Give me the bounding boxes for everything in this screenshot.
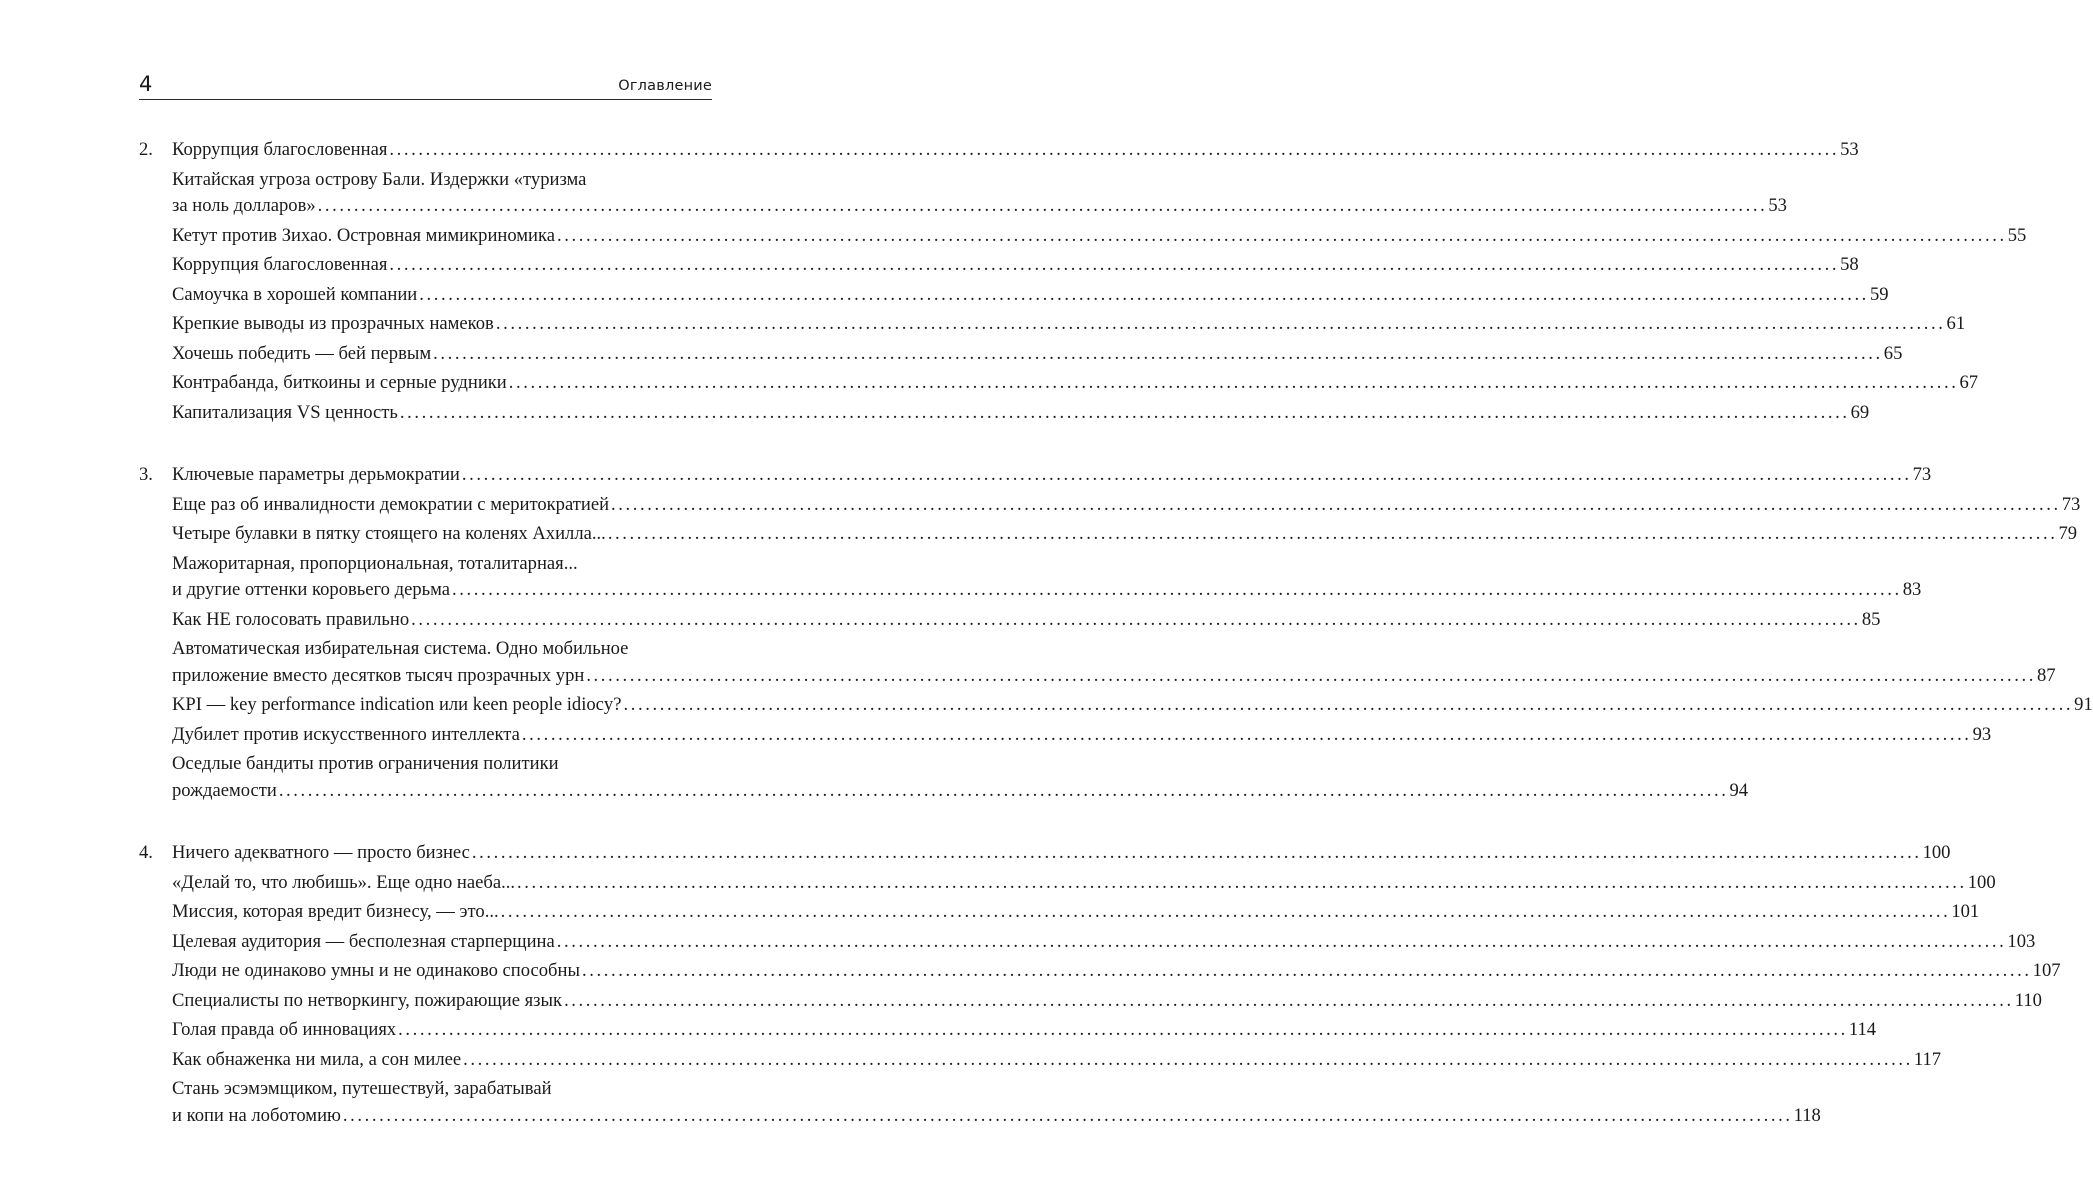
- toc-entry-title: Коррупция благословенная: [172, 139, 388, 160]
- toc-entry[interactable]: [172, 958, 2061, 984]
- toc-page-number: 87: [2037, 664, 2056, 686]
- toc-page-number: 100: [1967, 871, 1996, 893]
- toc-entry-title: Как НЕ голосовать правильно: [172, 608, 410, 630]
- toc-page-number: 91: [2074, 694, 2093, 715]
- toc-entry[interactable]: [172, 1017, 1877, 1043]
- toc-dot-leader: ........................................................................................................................................................................................................: [452, 579, 1902, 600]
- toc-page-number: 85: [1861, 608, 1881, 630]
- toc-page-number: 53: [1768, 195, 1787, 216]
- toc-entry-line: Оседлые бандиты против ограничения политики: [172, 753, 559, 774]
- toc-entry-line: Стань эсэмэмщиком, путешествуй, зарабатывай: [172, 1078, 552, 1099]
- running-head: Оглавление: [618, 78, 712, 94]
- toc-entry[interactable]: [172, 492, 2081, 518]
- toc-entry[interactable]: [172, 577, 1922, 603]
- toc-dot-leader: ........................................................................................................................................................................................................: [607, 523, 2058, 544]
- toc-entry-title: KPI — key performance indication или keen people idiocy?: [172, 694, 622, 715]
- toc-entry[interactable]: [172, 223, 2027, 249]
- toc-entry[interactable]: [172, 840, 1951, 866]
- toc-page-number: 83: [1902, 579, 1922, 600]
- toc-entry[interactable]: [172, 722, 1992, 748]
- toc-page-number: 59: [1869, 283, 1889, 305]
- toc-dot-leader: ........................................................................................................................................................................................................: [463, 1048, 1913, 1070]
- toc-entry[interactable]: [172, 870, 1996, 896]
- toc-dot-leader: ........................................................................................................................................................................................................: [411, 608, 1861, 630]
- toc-page-number: 79: [2058, 523, 2078, 544]
- toc-entry[interactable]: [172, 988, 2042, 1014]
- toc-entry-title: Ключевые параметры дерьмократии: [172, 464, 460, 485]
- toc-entry-line: Мажоритарная, пропорциональная, тоталитарная...: [172, 552, 578, 574]
- toc-entry[interactable]: [172, 929, 2036, 955]
- toc-entry[interactable]: [172, 282, 1889, 308]
- toc-dot-leader: ........................................................................................................................................................................................................: [508, 372, 1959, 393]
- toc-dot-leader: ........................................................................................................................................................................................................: [521, 723, 1972, 745]
- toc-page-number: 55: [2007, 224, 2027, 246]
- toc-page-number: 118: [1793, 1104, 1821, 1126]
- toc-page-number: 94: [1729, 779, 1749, 801]
- toc-entry[interactable]: [172, 778, 1749, 804]
- toc-entry[interactable]: [172, 311, 1966, 337]
- toc-page-number: 107: [2032, 960, 2061, 981]
- toc-entry-title: приложение вместо десятков тысяч прозрачных урн: [172, 664, 585, 686]
- toc-dot-leader: ........................................................................................................................................................................................................: [399, 401, 1850, 423]
- toc-page-number: 65: [1883, 342, 1903, 364]
- toc-entry-title: рождаемости: [172, 779, 277, 801]
- toc-entry[interactable]: [172, 370, 1979, 396]
- toc-dot-leader: ........................................................................................................................................................................................................: [517, 871, 1967, 893]
- toc-dot-leader: ........................................................................................................................................................................................................: [500, 901, 1951, 922]
- toc-entry[interactable]: [172, 400, 1870, 426]
- toc-entry[interactable]: [172, 341, 1903, 367]
- toc-dot-leader: ........................................................................................................................................................................................................: [623, 694, 2074, 715]
- toc-entry-title: Коррупция благословенная: [172, 254, 388, 275]
- toc-entry[interactable]: [172, 1047, 1942, 1073]
- toc-dot-leader: ........................................................................................................................................................................................................: [389, 139, 1840, 160]
- toc-entry-line: Автоматическая избирательная система. Одно мобильное: [172, 638, 629, 659]
- toc-dot-leader: ........................................................................................................................................................................................................: [471, 842, 1922, 863]
- toc-page-number: 103: [2007, 930, 2036, 952]
- toc-entry[interactable]: [172, 252, 1859, 278]
- toc-page-number: 73: [2061, 493, 2081, 515]
- toc-entry-title: Капитализация VS ценность: [172, 401, 398, 423]
- toc-page-number: 100: [1922, 842, 1951, 863]
- toc-entry-title: Как обнаженка ни мила, а сон милее: [172, 1048, 462, 1070]
- toc-dot-leader: ........................................................................................................................................................................................................: [611, 493, 2061, 515]
- toc-entry-title: Ничего адекватного — просто бизнес: [172, 842, 470, 863]
- toc-page-number: 58: [1840, 254, 1859, 275]
- toc-page-number: 69: [1850, 401, 1870, 423]
- toc-page-number: 73: [1912, 464, 1932, 485]
- toc-dot-leader: ........................................................................................................................................................................................................: [581, 960, 2032, 981]
- toc-entry-title: за ноль долларов»: [172, 195, 316, 216]
- toc-page-number: 53: [1840, 139, 1859, 160]
- toc-dot-leader: ........................................................................................................................................................................................................: [278, 779, 1729, 801]
- toc-dot-leader: ........................................................................................................................................................................................................: [557, 224, 2007, 246]
- toc-entry-title: Люди не одинаково умны и не одинаково способны: [172, 960, 580, 981]
- toc-page-number: 101: [1951, 901, 1980, 922]
- toc-entry-title: Миссия, которая вредит бизнесу, — это...: [172, 901, 499, 922]
- toc-entry-title: и копи на лоботомию: [172, 1104, 341, 1126]
- toc-dot-leader: ........................................................................................................................................................................................................: [419, 283, 1869, 305]
- toc-entry[interactable]: [172, 899, 1980, 925]
- toc-page-number: 114: [1848, 1019, 1877, 1040]
- toc-entry[interactable]: [172, 137, 1859, 163]
- toc-dot-leader: ........................................................................................................................................................................................................: [433, 342, 1883, 364]
- toc-entry-title: Крепкие выводы из прозрачных намеков: [172, 313, 494, 334]
- toc-page-number: 93: [1972, 723, 1992, 745]
- toc-entry-title: и другие оттенки коровьего дерьма: [172, 579, 451, 600]
- toc-page-number: 61: [1946, 313, 1966, 334]
- toc-entry[interactable]: [172, 607, 1881, 633]
- toc-entry-title: Еще раз об инвалидности демократии с меритократией: [172, 493, 610, 515]
- toc-dot-leader: ........................................................................................................................................................................................................: [564, 989, 2014, 1011]
- toc-entry[interactable]: [172, 521, 2078, 547]
- toc-entry[interactable]: [172, 193, 1787, 219]
- toc-entry-title: «Делай то, что любишь». Еще одно наеба...: [172, 871, 516, 893]
- toc-dot-leader: ........................................................................................................................................................................................................: [342, 1104, 1793, 1126]
- toc-entry-line: Китайская угроза острову Бали. Издержки «туризма: [172, 168, 587, 190]
- toc-entry-title: Кетут против Зихао. Островная мимикриномика: [172, 224, 556, 246]
- toc-dot-leader: ........................................................................................................................................................................................................: [556, 930, 2007, 952]
- toc-dot-leader: ........................................................................................................................................................................................................: [398, 1019, 1848, 1040]
- toc-entry[interactable]: [172, 692, 2093, 718]
- toc-entry-title: Специалисты по нетворкингу, пожирающие язык: [172, 989, 563, 1011]
- toc-entry-title: Четыре булавки в пятку стоящего на коленях Ахилла...: [172, 523, 606, 544]
- chapter-number: 3.: [139, 464, 153, 485]
- toc-dot-leader: ........................................................................................................................................................................................................: [317, 195, 1768, 216]
- toc-entry-title: Самоучка в хорошей компании: [172, 283, 418, 305]
- toc-entry[interactable]: [172, 663, 2056, 689]
- toc-entry-title: Голая правда об инновациях: [172, 1019, 397, 1040]
- chapter-number: 4.: [139, 842, 153, 863]
- toc-dot-leader: ........................................................................................................................................................................................................: [586, 664, 2036, 686]
- toc-page-number: 117: [1913, 1048, 1942, 1070]
- toc-dot-leader: ........................................................................................................................................................................................................: [495, 313, 1946, 334]
- toc-dot-leader: ........................................................................................................................................................................................................: [389, 254, 1840, 275]
- page-number: 4: [139, 72, 153, 96]
- toc-page-number: 110: [2014, 989, 2042, 1011]
- toc-entry[interactable]: [172, 1103, 1821, 1129]
- toc-entry-title: Дубилет против искусственного интеллекта: [172, 723, 520, 745]
- toc-entry-title: Хочешь победить — бей первым: [172, 342, 432, 364]
- toc-entry[interactable]: [172, 462, 1932, 488]
- toc-page-number: 67: [1959, 372, 1979, 393]
- toc-dot-leader: ........................................................................................................................................................................................................: [461, 464, 1912, 485]
- toc-entry-title: Контрабанда, биткоины и серные рудники: [172, 372, 507, 393]
- chapter-number: 2.: [139, 139, 153, 160]
- toc-entry-title: Целевая аудитория — бесполезная старперщина: [172, 930, 555, 952]
